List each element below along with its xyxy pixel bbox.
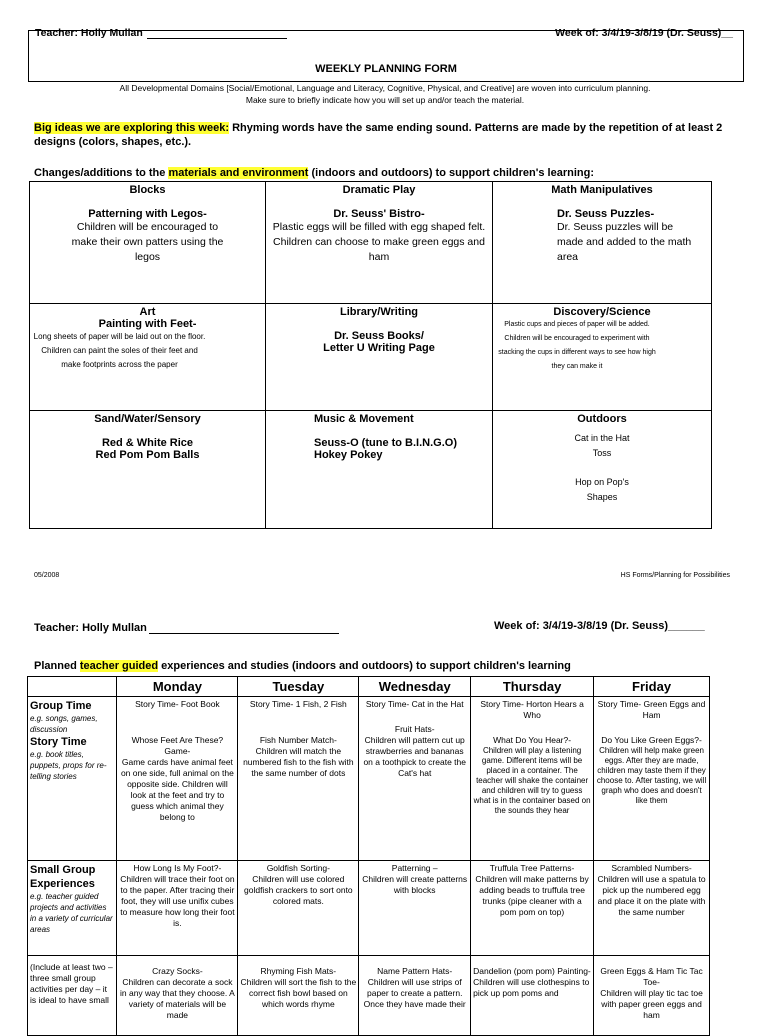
small-group-note: (Include at least two – three small group activities per day – it is ideal to have small <box>28 956 117 1036</box>
music-movement-cell: Music & Movement Seuss-O (tune to B.I.N.G.O) Hokey Pokey <box>266 411 493 529</box>
teacher-label: Teacher: Holly Mullan <box>35 27 287 39</box>
page1-header-box <box>28 27 744 82</box>
thursday-small1-cell: Truffula Tree Patterns- Children will make patterns by adding beads to truffula tree trunks (pipe cleaner with a pom pom on top) <box>471 861 594 956</box>
wednesday-group-cell: Story Time- Cat in the Hat Fruit Hats- Children will pattern cut up strawberries and bananas on a toothpick to create the Cat's hat <box>359 697 471 861</box>
art-cell: Art Painting with Feet- Long sheets of paper will be laid out on the floor. Children can paint the soles of their feet and make footprints across the paper <box>30 304 266 411</box>
monday-small2-cell: Crazy Socks- Children can decorate a sock in any way that they choose. A variety of materials will be made <box>117 956 238 1036</box>
outdoors-cell: Outdoors Cat in the Hat Toss Hop on Pop's Shapes <box>493 411 712 529</box>
page2-week-label: Week of: 3/4/19-3/8/19 (Dr. Seuss)______ <box>494 620 705 632</box>
friday-small1-cell: Scrambled Numbers- Children will use a spatula to pick up the numbered egg and place it on the plate with the same number <box>594 861 710 956</box>
corner-header <box>28 677 117 697</box>
discovery-science-cell: Discovery/Science Plastic cups and pieces of paper will be added. Children will be encouraged to experiment with stacking the cups in different ways to see how high they can make it <box>493 304 712 411</box>
small-group-label: Small Group Experiences e.g. teacher guided projects and activities in a variety of curricular areas <box>28 861 117 956</box>
math-cell: Math Manipulatives Dr. Seuss Puzzles- Dr. Seuss puzzles will be made and added to the math area <box>493 182 712 304</box>
week-label: Week of: 3/4/19-3/8/19 (Dr. Seuss)__ <box>555 27 733 39</box>
tuesday-small1-cell: Goldfish Sorting- Children will use colored goldfish crackers to sort onto colored mats. <box>238 861 359 956</box>
friday-group-cell: Story Time- Green Eggs and Ham Do You Like Green Eggs?- Children will help make green eggs. After they are made, children may taste them if they choose to. After tasting, we will graph who does and doesn't like them <box>594 697 710 861</box>
big-ideas <box>34 121 740 149</box>
dramatic-play-cell: Dramatic Play Dr. Seuss' Bistro- Plastic eggs will be filled with egg shaped felt. Children can choose to make green eggs and ham <box>266 182 493 304</box>
intro-line-2: Make sure to briefly indicate how you will set up and/or teach the material. <box>245 95 525 105</box>
big-ideas-text: Rhyming words have the same ending sound. Patterns are made by the repetition of at least 2 designs (colors, shapes, etc.). <box>34 122 723 148</box>
day-tuesday: Tuesday <box>238 677 359 697</box>
footer-left: 05/2008 <box>34 572 60 579</box>
monday-small1-cell: How Long Is My Foot?- Children will trace their foot on to the paper. After tracing their foot, they will use unifix cubes to measure how long their foot is. <box>117 861 238 956</box>
thursday-small2-cell: Dandelion (pom pom) Painting- Children will use clothespins to pick up pom poms and <box>471 956 594 1036</box>
tuesday-small2-cell: Rhyming Fish Mats- Children will sort the fish to the correct fish bowl based on which words rhyme <box>238 956 359 1036</box>
sand-water-sensory-cell: Sand/Water/Sensory Red & White Rice Red Pom Pom Balls <box>30 411 266 529</box>
big-ideas-label: Big ideas we are exploring this week: <box>34 122 230 134</box>
intro-text <box>28 82 742 106</box>
day-thursday: Thursday <box>471 677 594 697</box>
changes-heading: Changes/additions to the materials and environment (indoors and outdoors) to support children's learning: <box>34 167 595 179</box>
group-story-label: Group Time e.g. songs, games, discussion Story Time e.g. book titles, puppets, props for re-telling stories <box>28 697 117 861</box>
centers-table <box>29 181 712 529</box>
day-wednesday: Wednesday <box>359 677 471 697</box>
day-monday: Monday <box>117 677 238 697</box>
wednesday-small1-cell: Patterning – Children will create patterns with blocks <box>359 861 471 956</box>
thursday-group-cell: Story Time- Horton Hears a Who What Do You Hear?- Children will play a listening game. Different items will be placed in a container. The teacher will shake the container and children will try to guess what is in the container based on the sounds they hear <box>471 697 594 861</box>
tuesday-group-cell: Story Time- 1 Fish, 2 Fish Fish Number Match- Children will match the numbered fish to the fish with the same number of dots <box>238 697 359 861</box>
form-title: WEEKLY PLANNING FORM <box>315 63 457 75</box>
intro-line-1: All Developmental Domains [Social/Emotional, Language and Literacy, Cognitive, Physical, and Creative] are woven into curriculum planning. <box>119 83 651 93</box>
monday-group-cell: Story Time- Foot Book Whose Feet Are These? Game- Game cards have animal feet on one side, full animal on the opposite side. Children will look at the feet and try to guess which animal they belong to <box>117 697 238 861</box>
library-writing-cell: Library/Writing Dr. Seuss Books/ Letter U Writing Page <box>266 304 493 411</box>
day-friday: Friday <box>594 677 710 697</box>
wednesday-small2-cell: Name Pattern Hats- Children will use strips of paper to create a pattern. Once they have made their <box>359 956 471 1036</box>
page2-teacher-label: Teacher: Holly Mullan <box>34 622 339 634</box>
blocks-cell: Blocks Patterning with Legos- Children will be encouraged to make their own patters using the legos <box>30 182 266 304</box>
friday-small2-cell: Green Eggs & Ham Tic Tac Toe- Children will play tic tac toe with paper green eggs and ham <box>594 956 710 1036</box>
planned-heading: Planned teacher guided experiences and studies (indoors and outdoors) to support children's learning <box>34 660 571 672</box>
footer-right: HS Forms/Planning for Possibilities <box>620 572 730 579</box>
plan-table <box>27 676 710 1036</box>
